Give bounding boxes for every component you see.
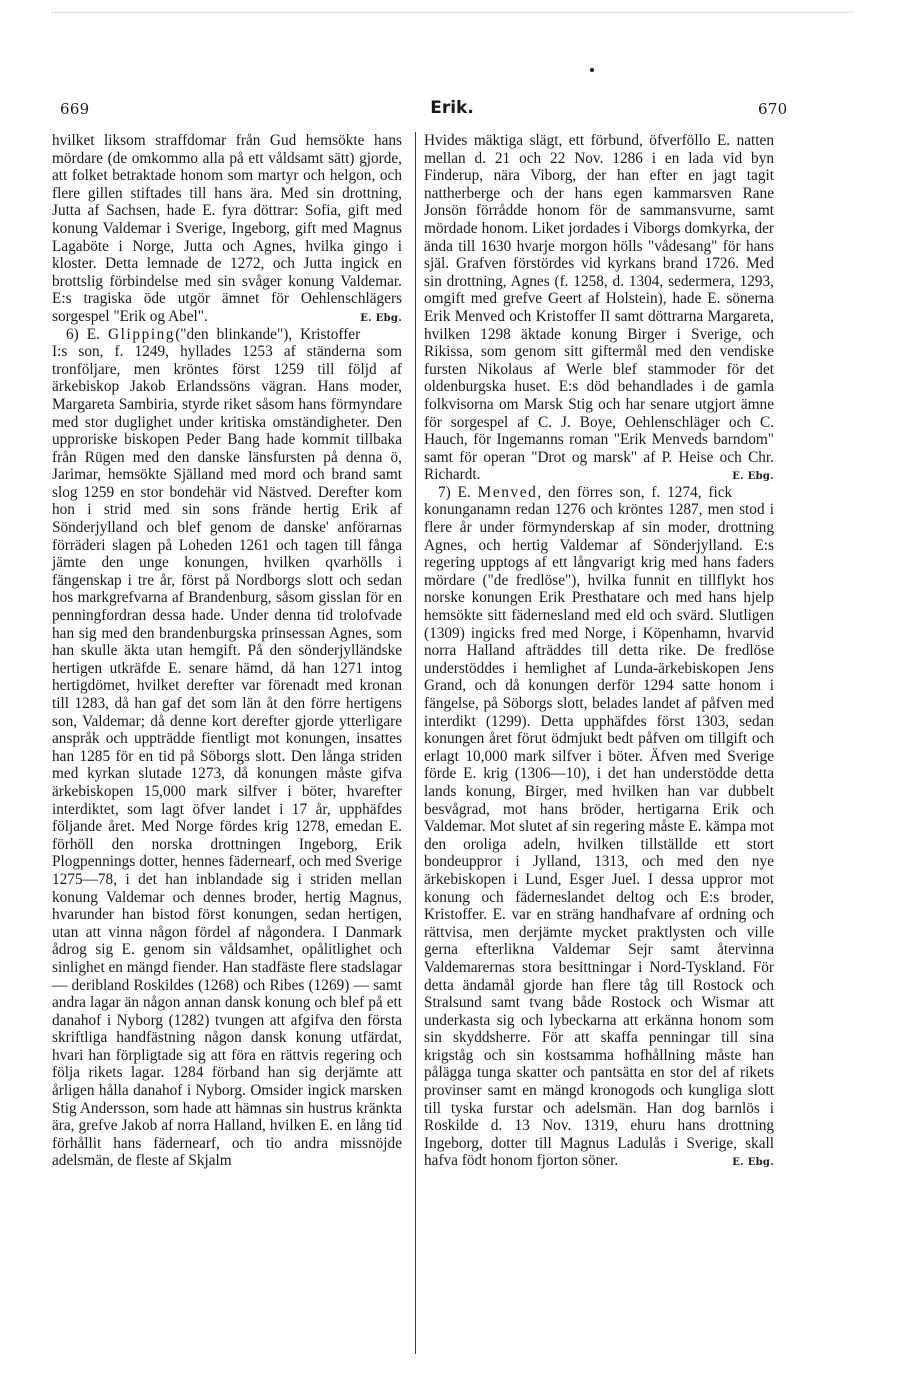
paragraph-text: hvilket liksom straffdomar från Gud hemsökte hans mördare (de omkommo alla på ett våldsamt sätt) gjorde, att folket betraktade honom som martyr och helgon, och flere gillen stiftades till hans ära. Med sin drottning, Jutta af Sachsen, hade E. fyra döttrar: Sofia, gift med konung Valdemar i Sverige, Ingeborg, gift med Magnus Lagaböte i Norge, Jutta och Agnes, hvilka gingo i kloster. Detta lemnade de 1272, och Jutta ingick en brottslig förbindelse med sin svåger konung Valdemar. E:s tragiska öde utgör ämnet för Oehlenschlägers sorgespel "Erik og Abel". (52, 132, 402, 325)
author-signature: E. Ebg. (732, 1157, 774, 1169)
page-number-left: 669 (60, 100, 90, 118)
left-column (52, 132, 402, 1170)
entry-number: 6) E. (66, 325, 100, 343)
top-dotted-rule (52, 12, 852, 13)
ink-speck (590, 68, 594, 72)
right-column (424, 132, 774, 1172)
entry-name: Glipping (107, 325, 176, 343)
entry-name: Menved (477, 483, 538, 501)
paragraph-erik-abel-end (52, 132, 402, 326)
column-divider (415, 132, 416, 1354)
entry-number: 7) E. (438, 483, 471, 501)
running-head: Erik. (430, 98, 474, 118)
page-number-right: 670 (758, 100, 788, 118)
author-signature: E. Ebg. (732, 471, 774, 483)
paragraph-text: , den förres son, f. 1274, fick konunganamn redan 1276 och kröntes 1287, men stod i flere år under förmynderskap af sin moder, drottning Agnes, och hertig Valdemar af Sönderjylland. E:s regering upptogs af ett långvarigt krig med hans faders mördare ("de fredlöse"), hvilka funnit en tillflykt hos norske konungen Erik Presthatare och med hans hjelp hemsökte sitt fädernesland med eld och svärd. Slutligen (1309) ingicks fred med Norge, i Köpenhamn, hvarvid norra Halland afträddes till detta rike. De fredlöse understöddes i hemlighet af Lunda-ärkebiskopen Jens Grand, och då konungen derför 1294 satte honom i fängelse, på Söborgs slott, belades landet af påfven med interdikt (1299). Detta upphäfdes först 1303, sedan konungen året förut ödmjukt bedt påfven om tillgift och erlagt 10,000 mark silfver i böter. Äfven med Sverige förde E. krig (1306—10), i det han understödde detta lands konung, Birger, med hvilken han var dubbelt besvågrad, mot hans bröder, hertigarna Erik och Valdemar. Mot slutet af sin regering måste E. kämpa mot den oroliga adeln, hvilken tillställde ett stort bondeuppror i Jylland, 1313, och med den nye ärkebiskopen i Lund, Esger Juel. I dessa uppror mot konung och fäderneslandet deltog och E:s broder, Kristoffer. E. var en sträng handhafvare af ordning och rättvisa, men derjämte mycket praktlysten och ville gerna efterlikna Valdemar Sejr samt återvinna Valdemarernas stora besittningar i Nord-Tyskland. För detta ändamål gjorde han flere tåg till Rostock och Stralsund samt tvang både Rostock och Wismar att underkasta sig och lybeckarna att erkänna honom som sin skyddsherre. För att skaffa penningar till sina krigståg och sin kostsamma hofhållning måste han pålägga tunga skatter och pantsätta en stor del af rikets provinser samt en mängd kronogods och kungliga slott till tyska furstar och adelsmän. Han dog barnlös i Roskilde d. 13 Nov. 1319, ehuru hans drottning Ingeborg, dotter till Magnus Ladulås i Sverige, skall hafva födt honom fjorton söner. (424, 483, 774, 1170)
paragraph-text: Hvides mäktiga slägt, ett förbund, öfverföllo E. natten mellan d. 21 och 22 Nov. 1286 i en lada vid byn Finderup, nära Viborg, der han efter en jagt tagit nattherberge och der hans egen kammarsven Rane Jonsön förrådde honom för de sammansvurne, samt mördade honom. Liket jordades i Viborgs domkyrka, der ända till 1630 hvarje morgon hölls "vådesang" för hans själ. Grafven förstördes vid kyrkans brand 1726. Med sin drottning, Agnes (f. 1258, d. 1304, sedermera, 1293, omgift med grefve Geert af Holstein), hade E. sönerna Erik Menved och Kristoffer II samt döttrarna Margareta, hvilken 1298 äktade konung Birger i Sverige, och Rikissa, som genom sitt giftermål med den vendiske fursten Nikolaus af Werle blef stammoder för det oldenburgska huset. E:s död behandlades i de gamla folkvisorna om Marsk Stig och har senare utgjort ämne för sorgespel af C. J. Boye, Oehlenschläger och C. Hauch, för Ingemanns roman "Erik Menveds barndom" samt för operan "Drot og marsk" af P. Heise och Chr. Richardt. (424, 132, 774, 484)
paragraph-erik-glipping (52, 326, 402, 1171)
paragraph-text: ("den blinkande"), Kristoffer I:s son, f. 1249, hyllades 1253 af ständerna som tronföljare, men kröntes först 1259 till följd af ärkebiskop Jakob Erlandssöns vägran. Hans moder, Margareta Sambiria, styrde riket såsom hans förmyndare med stor duglighet under kritiska omständigheter. Den upproriske biskopen Peder Bang hade kommit tillbaka från Rügen med den danske länsfursten på denna ö, Jarimar, hemsökte Själland med mord och brand samt slog 1259 en stor bondehär vid Nästved. Derefter kom hon i strid med sin sons frände hertig Erik af Sönderjylland och blef genom de danske' anförarnas förräderi slagen på Loheden 1261 och tagen till fånga jämte den unge konungen, hvilken qvarhölls i fängenskap i tre år, först på Nordborgs slott och sedan hos markgrefvarna af Brandenburg, såsom gisslan för en penningfordran dessa hade. Under denna tid trolofvade han sig med den brandenburgska prinsessan Agnes, som han skulle äkta utan hemgift. På den sönderjylländske hertigen utkräfde E. senare hämd, då han 1271 intog hertigdömet, hvilket derefter var förenadt med kronan till 1283, då han gaf det som län åt den förre hertigens son, Valdemar; då denne kort derefter gjorde ytterligare anspråk och uppträdde fientligt mot konungen, insattes han 1285 för en tid på Söborgs slott. Den långa striden med kyrkan slutade 1273, då konungen måste gifva ärkebiskopen 15,000 mark silfver i böter, hvarefter interdiktet, som lagt öfver landet i 17 år, upphäfdes följande året. Med Norge fördes krig 1278, emedan E. förhöll den norska drottningen Ingeborg, Erik Plogpennings dotter, hennes fädernearf, och med Sverige 1275—78, i det han inblandade sig i striden mellan konung Valdemar och dennes broder, hertig Magnus, hvarunder han bistod först konungen, sedan hertigen, utan att vinna någon fördel af någondera. I Danmark ådrog sig E. genom sin våldsamhet, opålitlighet och sinlighet en mängd fiender. Han stadfäste flere stadslagar — deribland Roskildes (1268) och Ribes (1269) — samt andra lagar än någon annan dansk konung och blef på ett danahof i Nyborg (1282) tvungen att afgifva den första skriftliga handfästning någon dansk konung utfärdat, hvari han förpligtade sig att föra en rättvis regering och följa rikets lagar. 1284 förband han sig derjämte att årligen hålla danahof i Nyborg. Omsider ingick marsken Stig Andersson, som hade att hämnas sin hustrus kränkta ära, grefve Jakob af norra Halland, hvilken E. en lång tid förhållit hans fädernearf, och tio andra missnöjde adelsmän, de fleste af Skjalm (52, 325, 403, 1170)
paragraph-erik-menved (424, 484, 774, 1170)
paragraph-erik-glipping-end (424, 132, 774, 484)
author-signature: E. Ebg. (360, 312, 402, 324)
